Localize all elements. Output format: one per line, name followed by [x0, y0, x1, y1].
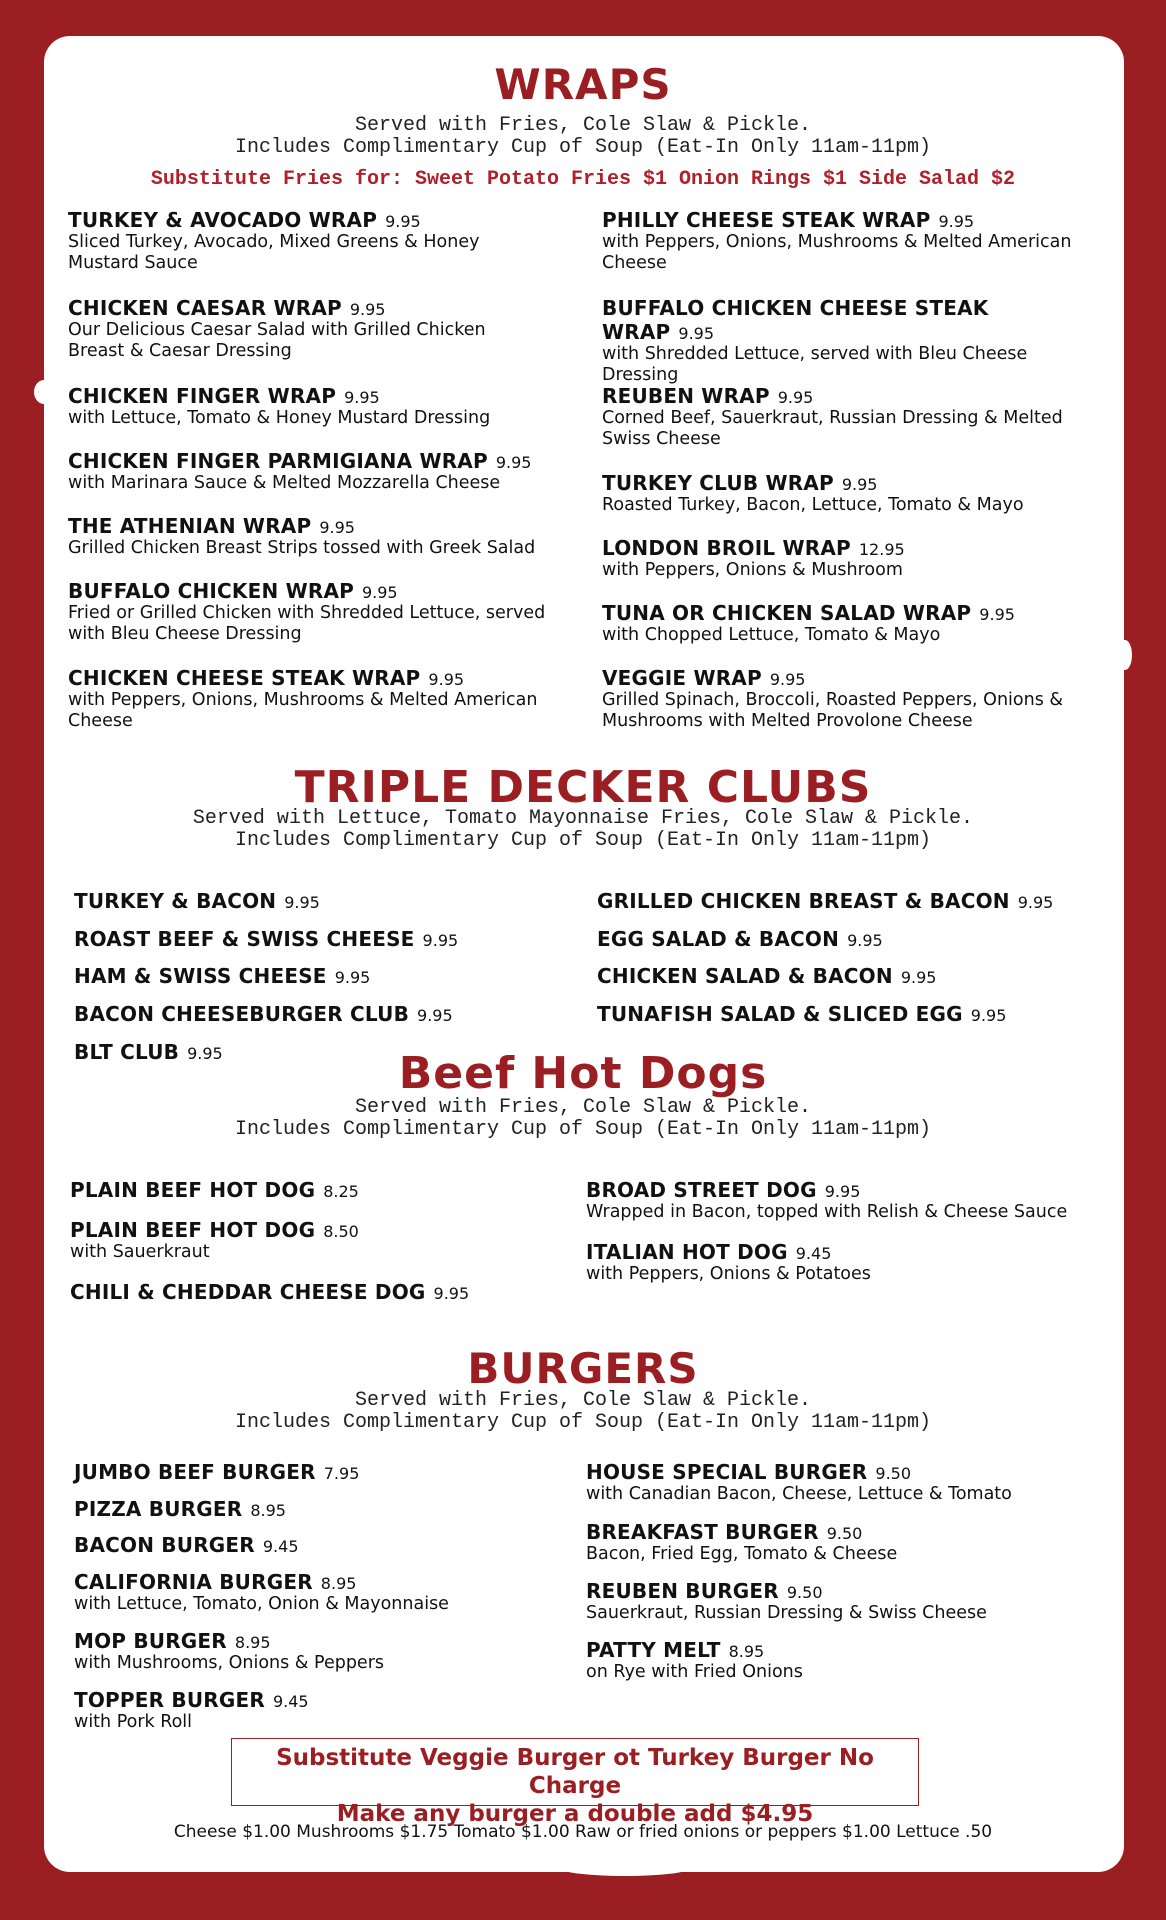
menu-item [597, 927, 883, 951]
item-price: 9.95 [847, 931, 883, 950]
menu-item [74, 927, 458, 951]
item-name: EGG SALAD & BACON [597, 927, 840, 951]
menu-item [74, 1533, 299, 1557]
menu-item [602, 208, 1071, 274]
item-price: 9.95 [1017, 893, 1054, 912]
item-name: CHICKEN SALAD & BACON [597, 964, 893, 988]
item-price: 9.95 [938, 212, 975, 231]
item-name: PHILLY CHEESE STEAK WRAP [602, 208, 931, 232]
menu-item [74, 1497, 286, 1521]
item-name: CHICKEN FINGER PARMIGIANA WRAP [68, 449, 488, 473]
item-price: 9.95 [428, 670, 465, 689]
item-price: 12.95 [858, 540, 905, 559]
item-name: CHICKEN FINGER WRAP [68, 384, 337, 408]
item-price: 9.95 [361, 583, 398, 602]
item-description: Mustard Sauce [68, 253, 198, 273]
item-name: PLAIN BEEF HOT DOG [70, 1218, 316, 1242]
item-name: CHICKEN CHEESE STEAK WRAP [68, 666, 421, 690]
item-name: PLAIN BEEF HOT DOG [70, 1178, 316, 1202]
item-description: with Lettuce, Tomato & Honey Mustard Dressing [68, 408, 491, 428]
menu-item [602, 384, 1063, 450]
menu-item [586, 1460, 1012, 1505]
item-price: 9.95 [495, 453, 532, 472]
item-price: 9.95 [979, 605, 1015, 624]
note-line-1: Substitute Veggie Burger ot Turkey Burger No Charge [276, 1745, 874, 1799]
item-name: REUBEN BURGER [586, 1579, 779, 1603]
item-description: Our Delicious Caesar Salad with Grilled Chicken [68, 320, 486, 340]
item-description: with Peppers, Onions & Mushroom [602, 560, 903, 580]
menu-item [597, 1002, 1006, 1026]
item-price: 9.95 [433, 1284, 470, 1303]
clubs-title: TRIPLE DECKER CLUBS [294, 762, 872, 813]
item-description: Mushrooms with Melted Provolone Cheese [602, 711, 973, 731]
menu-item [586, 1178, 1067, 1223]
menu-item [68, 296, 486, 362]
item-description: Swiss Cheese [602, 429, 721, 449]
item-price: 9.95 [678, 324, 715, 343]
item-description: with Chopped Lettuce, Tomato & Mayo [602, 625, 941, 645]
item-description: with Marinara Sauce & Melted Mozzarella Cheese [68, 473, 501, 493]
item-name: TURKEY & BACON [74, 889, 277, 913]
item-description: Cheese [602, 253, 667, 273]
item-description: on Rye with Fried Onions [586, 1662, 803, 1682]
paper-edge-fleck [1118, 640, 1132, 670]
item-name: TUNA OR CHICKEN SALAD WRAP [602, 601, 972, 625]
item-price: 8.25 [323, 1182, 359, 1201]
item-description: with Shredded Lettuce, served with Bleu Cheese [602, 344, 1028, 364]
item-name: BUFFALO CHICKEN WRAP [68, 579, 354, 603]
menu-item [597, 964, 936, 988]
wraps-subtitle-1: Served with Fries, Cole Slaw & Pickle. [354, 114, 812, 137]
item-price: 9.95 [284, 893, 320, 912]
item-price: 9.50 [786, 1583, 823, 1602]
item-price: 9.95 [349, 300, 386, 319]
item-description: Roasted Turkey, Bacon, Lettuce, Tomato & Mayo [602, 495, 1024, 515]
item-description: with Canadian Bacon, Cheese, Lettuce & Tomato [586, 1484, 1012, 1504]
menu-item [74, 1570, 449, 1615]
menu-item [74, 1629, 384, 1674]
item-price: 9.95 [824, 1182, 861, 1201]
item-price: 9.95 [422, 931, 459, 950]
item-name: LONDON BROIL WRAP [602, 536, 851, 560]
item-price: 9.95 [769, 670, 806, 689]
item-name: BUFFALO CHICKEN CHEESE STEAK WRAP [602, 296, 989, 344]
item-price: 9.95 [344, 388, 380, 407]
item-name: BROAD STREET DOG [586, 1178, 817, 1202]
item-description: Dressing [602, 365, 679, 385]
menu-item [70, 1178, 359, 1202]
item-price: 9.95 [187, 1044, 223, 1063]
item-name: CALIFORNIA BURGER [74, 1570, 313, 1594]
item-description: with Pork Roll [74, 1712, 193, 1732]
menu-item [597, 889, 1053, 913]
item-price: 9.95 [417, 1006, 453, 1025]
note-line-2: Make any burger a double add $4.95 [336, 1801, 814, 1827]
item-name: BACON CHEESEBURGER CLUB [74, 1002, 410, 1026]
item-price: 9.95 [970, 1006, 1007, 1025]
item-name: THE ATHENIAN WRAP [68, 514, 312, 538]
item-name: TUNAFISH SALAD & SLICED EGG [597, 1002, 963, 1026]
item-description: with Mushrooms, Onions & Peppers [74, 1653, 385, 1673]
menu-item [602, 666, 1063, 732]
item-description: with Peppers, Onions, Mushrooms & Melted American [68, 690, 538, 710]
paper-edge-fleck [560, 1860, 690, 1876]
menu-item [74, 889, 320, 913]
menu-item [586, 1579, 987, 1624]
menu-item [74, 1460, 359, 1484]
item-price: 9.95 [841, 475, 878, 494]
item-name: CHILI & CHEDDAR CHEESE DOG [70, 1280, 426, 1304]
item-name: BREAKFAST BURGER [586, 1520, 819, 1544]
menu-item [586, 1520, 897, 1565]
item-name: GRILLED CHICKEN BREAST & BACON [597, 889, 1010, 913]
menu-item [602, 471, 1024, 516]
item-description: Grilled Chicken Breast Strips tossed with Greek Salad [68, 538, 536, 558]
item-name: CHICKEN CAESAR WRAP [68, 296, 342, 320]
menu-item [602, 601, 1015, 646]
wraps-title: WRAPS [494, 60, 672, 109]
item-description: with Sauerkraut [70, 1242, 210, 1262]
item-description: Wrapped in Bacon, topped with Relish & Cheese Sauce [586, 1202, 1068, 1222]
menu-item [74, 1002, 453, 1026]
item-description: Sliced Turkey, Avocado, Mixed Greens & Honey [68, 232, 480, 252]
item-description: Grilled Spinach, Broccoli, Roasted Peppers, Onions & [602, 690, 1064, 710]
item-description: with Peppers, Onions, Mushrooms & Melted American [602, 232, 1072, 252]
burgers-subtitle-2: Includes Complimentary Cup of Soup (Eat-In Only 11am-11pm) [234, 1411, 932, 1434]
menu-item [68, 666, 537, 732]
menu-item [74, 964, 370, 988]
burgers-title: BURGERS [467, 1344, 699, 1393]
item-price: 8.95 [250, 1501, 286, 1520]
item-description: with Peppers, Onions & Potatoes [586, 1264, 871, 1284]
item-price: 9.45 [272, 1692, 309, 1711]
menu-item [70, 1218, 359, 1263]
item-description: with Bleu Cheese Dressing [68, 624, 302, 644]
menu-item [586, 1638, 803, 1683]
item-name: TURKEY & AVOCADO WRAP [68, 208, 378, 232]
menu-item [68, 514, 535, 559]
item-description: Breast & Caesar Dressing [68, 341, 292, 361]
item-description: Bacon, Fried Egg, Tomato & Cheese [586, 1544, 898, 1564]
item-price: 9.95 [900, 968, 937, 987]
item-price: 9.45 [262, 1537, 299, 1556]
item-name: PATTY MELT [586, 1638, 721, 1662]
item-price: 9.95 [334, 968, 371, 987]
item-price: 9.50 [875, 1464, 912, 1483]
menu-item [68, 384, 490, 429]
item-name: TURKEY CLUB WRAP [602, 471, 834, 495]
hotdogs-subtitle-1: Served with Fries, Cole Slaw & Pickle. [354, 1096, 812, 1119]
menu-item [74, 1688, 309, 1733]
hotdogs-title: Beef Hot Dogs [398, 1048, 768, 1099]
menu-item [68, 579, 545, 645]
item-description: Sauerkraut, Russian Dressing & Swiss Cheese [586, 1603, 987, 1623]
item-name: HOUSE SPECIAL BURGER [586, 1460, 868, 1484]
item-price: 8.50 [323, 1222, 359, 1241]
clubs-subtitle-2: Includes Complimentary Cup of Soup (Eat-In Only 11am-11pm) [234, 829, 932, 852]
paper-edge-fleck [34, 380, 54, 404]
hotdogs-subtitle-2: Includes Complimentary Cup of Soup (Eat-In Only 11am-11pm) [234, 1118, 932, 1141]
item-description: with Lettuce, Tomato, Onion & Mayonnaise [74, 1594, 449, 1614]
item-name: VEGGIE WRAP [602, 666, 762, 690]
item-price: 8.95 [728, 1642, 765, 1661]
menu-item [68, 208, 479, 274]
menu-item [68, 449, 531, 494]
item-name: BACON BURGER [74, 1533, 255, 1557]
item-name: PIZZA BURGER [74, 1497, 243, 1521]
item-price: 9.95 [777, 388, 814, 407]
item-name: ROAST BEEF & SWISS CHEESE [74, 927, 415, 951]
wraps-subtitle-2: Includes Complimentary Cup of Soup (Eat-In Only 11am-11pm) [234, 136, 932, 159]
item-name: MOP BURGER [74, 1629, 227, 1653]
menu-item [602, 296, 1102, 386]
clubs-subtitle-1: Served with Lettuce, Tomato Mayonnaise Fries, Cole Slaw & Pickle. [192, 807, 974, 830]
item-description: Fried or Grilled Chicken with Shredded Lettuce, served [68, 603, 546, 623]
item-price: 9.95 [385, 212, 421, 231]
menu-item [602, 536, 905, 581]
item-name: HAM & SWISS CHEESE [74, 964, 327, 988]
wraps-substitute-note: Substitute Fries for: Sweet Potato Fries $1 Onion Rings $1 Side Salad $2 [150, 168, 1016, 191]
item-name: BLT CLUB [74, 1040, 180, 1064]
item-name: JUMBO BEEF BURGER [74, 1460, 316, 1484]
item-price: 7.95 [323, 1464, 360, 1483]
item-price: 9.45 [795, 1244, 832, 1263]
item-price: 9.50 [826, 1524, 863, 1543]
item-description: Corned Beef, Sauerkraut, Russian Dressing & Melted [602, 408, 1063, 428]
item-name: TOPPER BURGER [74, 1688, 265, 1712]
burger-substitution-note [231, 1738, 919, 1827]
menu-item [70, 1280, 469, 1304]
burgers-subtitle-1: Served with Fries, Cole Slaw & Pickle. [354, 1389, 812, 1412]
item-price: 9.95 [319, 518, 355, 537]
menu-item [586, 1240, 871, 1285]
item-name: ITALIAN HOT DOG [586, 1240, 788, 1264]
item-price: 8.95 [320, 1574, 357, 1593]
burger-extras: Cheese $1.00 Mushrooms $1.75 Tomato $1.00 Raw or fried onions or peppers $1.00 Lettuce .50 [173, 1822, 993, 1842]
item-description: Cheese [68, 711, 133, 731]
item-name: REUBEN WRAP [602, 384, 770, 408]
item-price: 8.95 [234, 1633, 271, 1652]
